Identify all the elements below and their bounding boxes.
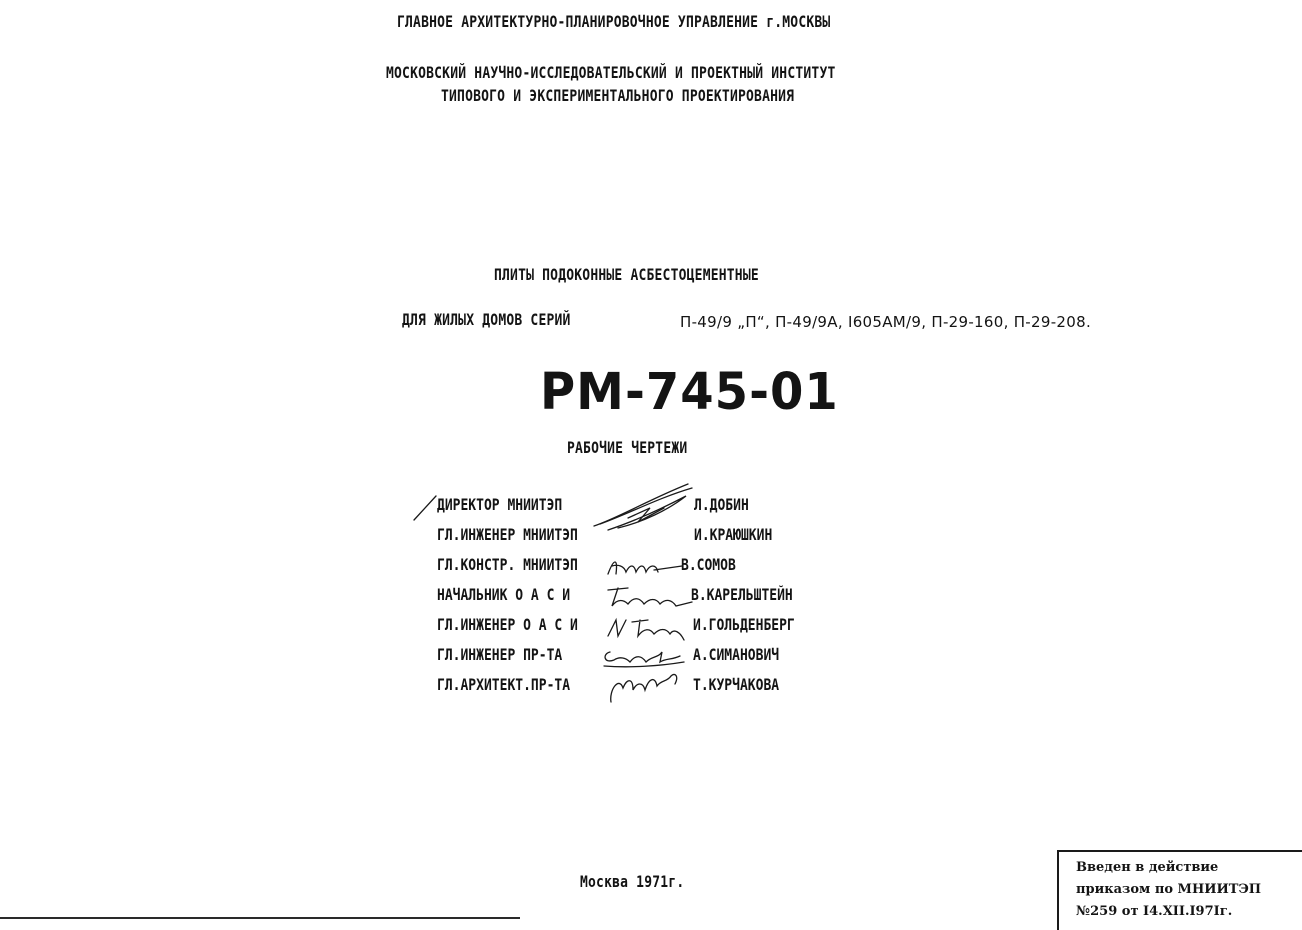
stamp-line: №259 от I4.XII.I97Iг. <box>1076 904 1233 919</box>
handwritten-signature <box>588 478 698 538</box>
signatory-name: Л.ДОБИН <box>694 497 749 515</box>
signatory-role: ГЛ.КОНСТР. МНИИТЭП <box>437 557 578 575</box>
place-and-year: Москва 1971г. <box>580 873 685 892</box>
institute-heading-line2: ТИПОВОГО И ЭКСПЕРИМЕНТАЛЬНОГО ПРОЕКТИРОВАНИЯ <box>441 87 795 106</box>
signatory-role: ГЛ.ИНЖЕНЕР ПР-ТА <box>437 647 563 665</box>
handwritten-signature <box>605 668 685 708</box>
signatory-name: В.СОМОВ <box>681 557 736 575</box>
signatory-role: НАЧАЛЬНИК О А С И <box>437 587 571 605</box>
signatory-name: И.ГОЛЬДЕНБЕРГ <box>693 617 795 635</box>
handwritten-signature <box>604 614 694 644</box>
document-type: РАБОЧИЕ ЧЕРТЕЖИ <box>567 439 688 458</box>
signatory-name: А.СИМАНОВИЧ <box>693 647 780 665</box>
signatory-role: ГЛ.ИНЖЕНЕР МНИИТЭП <box>437 527 578 545</box>
series-list: П-49/9 „П“, П-49/9А, I605АМ/9, П-29-160, П-29-208. <box>680 313 1092 331</box>
signatory-role: ГЛ.АРХИТЕКТ.ПР-ТА <box>437 677 571 695</box>
document-code: РМ-745-01 <box>540 363 839 422</box>
enactment-stamp <box>1057 850 1302 930</box>
document-purpose: ДЛЯ ЖИЛЫХ ДОМОВ СЕРИЙ <box>402 311 571 330</box>
stamp-line: приказом по МНИИТЭП <box>1076 882 1262 897</box>
institute-heading-line1: МОСКОВСКИЙ НАУЧНО-ИССЛЕДОВАТЕЛЬСКИЙ И ПРОЕКТНЫЙ ИНСТИТУТ <box>386 64 836 83</box>
handwritten-signature <box>604 554 684 584</box>
signatory-name: В.КАРЕЛЬШТЕЙН <box>691 587 793 605</box>
signatory-name: И.КРАЮШКИН <box>694 527 773 545</box>
stamp-line: Введен в действие <box>1076 860 1219 875</box>
signatory-name: Т.КУРЧАКОВА <box>693 677 780 695</box>
authority-heading: ГЛАВНОЕ АРХИТЕКТУРНО-ПЛАНИРОВОЧНОЕ УПРАВЛЕНИЕ г.МОСКВЫ <box>397 13 831 32</box>
signatory-role: ДИРЕКТОР МНИИТЭП <box>437 497 563 515</box>
bottom-rule <box>0 917 520 919</box>
signatory-role: ГЛ.ИНЖЕНЕР О А С И <box>437 617 578 635</box>
handwritten-signature <box>604 584 694 614</box>
document-subject: ПЛИТЫ ПОДОКОННЫЕ АСБЕСТОЦЕМЕНТНЫЕ <box>494 266 759 285</box>
